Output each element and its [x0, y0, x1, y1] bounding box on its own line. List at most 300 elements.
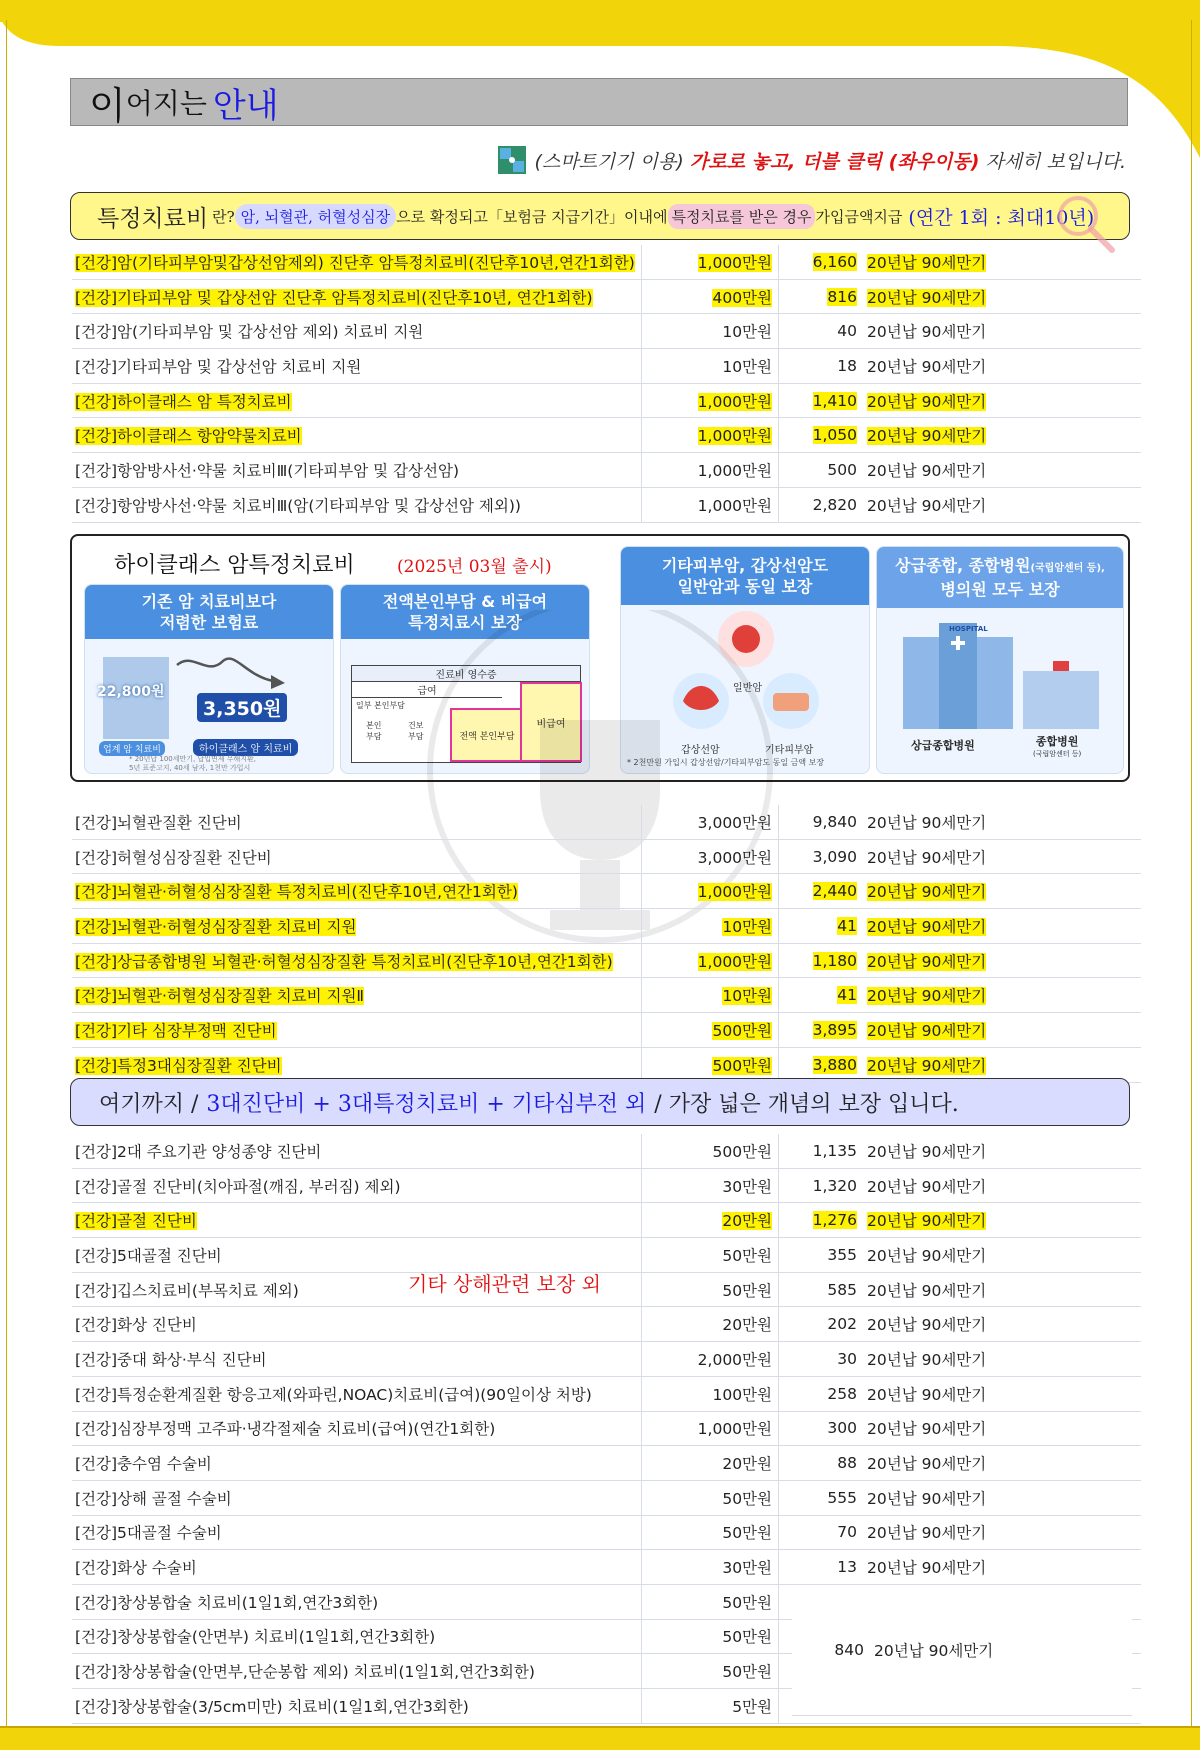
cell-name	[72, 1619, 642, 1654]
term-text: 20년납 90세만기	[867, 427, 987, 446]
cell-amount	[642, 1689, 779, 1724]
cell-name	[72, 1134, 642, 1168]
table-row	[72, 453, 1141, 488]
premium-text: 555	[827, 1488, 857, 1507]
bottom-yellow-band	[0, 1726, 1200, 1750]
name-text: [건강]특정순환계질환 항응고제(와파린,NOAC)치료비(급여)(90일이상 처방)	[75, 1385, 592, 1404]
cell-premium	[779, 279, 864, 314]
table-row	[72, 1272, 1141, 1307]
cell-premium	[779, 1550, 864, 1585]
cell-name	[72, 1550, 642, 1585]
table-row	[72, 279, 1141, 314]
cell-amount	[642, 909, 779, 944]
amount-text: 50만원	[722, 1593, 772, 1612]
ad-card-hospitals	[876, 546, 1124, 774]
merged-term: 20년납 90세만기	[874, 1642, 994, 1660]
cell-term	[863, 805, 1141, 839]
name-text: [건강]하이클래스 암 특정치료비	[75, 392, 292, 411]
amount-text: 50만원	[722, 1663, 772, 1682]
cell-term	[863, 1203, 1141, 1238]
cell-term	[863, 1168, 1141, 1203]
card1-note1: * 20년납 100세만기, 납입면제 무해지환,	[129, 755, 257, 763]
amount-text: 500만원	[712, 1021, 772, 1040]
cell-name	[72, 978, 642, 1013]
name-text: [건강]화상 수술비	[75, 1559, 197, 1578]
cell-premium	[779, 487, 864, 522]
cell-name	[72, 453, 642, 488]
cell-term	[863, 1238, 1141, 1273]
premium-text: 41	[837, 986, 857, 1005]
card1-head	[85, 585, 333, 639]
cell-premium	[779, 349, 864, 384]
name-text: [건강]충수염 수술비	[75, 1455, 212, 1474]
cell-amount	[642, 1134, 779, 1168]
cell-amount	[642, 1047, 779, 1082]
cell-term	[863, 418, 1141, 453]
cell-name	[72, 909, 642, 944]
title-part1: 이	[89, 83, 126, 128]
device-hint	[498, 146, 1126, 174]
amount-text: 10만원	[722, 357, 772, 376]
table-row	[72, 1550, 1141, 1585]
name-text: [건강]기타피부암 및 갑상선암 진단후 암특정치료비(진단후10년, 연간1회한)	[75, 288, 593, 307]
name-text: [건강]특정3대심장질환 진단비	[75, 1056, 282, 1075]
label-thyroid-cancer: 갑상선암	[681, 745, 720, 756]
term-text: 20년납 90세만기	[867, 1142, 987, 1161]
premium-text: 1,135	[812, 1141, 857, 1160]
term-text: 20년납 90세만기	[867, 1316, 987, 1335]
amount-text: 2,000만원	[697, 1350, 772, 1369]
cell-term	[863, 1515, 1141, 1550]
cell-term	[863, 245, 1141, 279]
cell-term	[863, 487, 1141, 522]
cell-name	[72, 1307, 642, 1342]
cell-premium	[779, 1307, 864, 1342]
hint-instruction: 가로로 놓고, 더블 클릭 (좌우이동)	[689, 150, 980, 173]
cell-name	[72, 1342, 642, 1377]
term-text: 20년납 90세만기	[867, 357, 987, 376]
table-row	[72, 909, 1141, 944]
merged-premium: 840	[834, 1641, 864, 1659]
table-row	[72, 487, 1141, 522]
premium-text: 500	[827, 460, 857, 479]
cell-term	[863, 1480, 1141, 1515]
cell-amount	[642, 1376, 779, 1411]
term-text: 20년납 90세만기	[867, 1021, 987, 1040]
cell-term	[863, 874, 1141, 909]
cell-name	[72, 279, 642, 314]
cell-name	[72, 1480, 642, 1515]
premium-text: 13	[837, 1558, 857, 1577]
table-row	[72, 1411, 1141, 1446]
term-text: 20년납 90세만기	[867, 883, 987, 902]
table-row	[72, 1203, 1141, 1238]
title-part2: 어지는	[125, 87, 207, 120]
table-row	[72, 1342, 1141, 1377]
cell-name	[72, 1013, 642, 1048]
cell-premium	[779, 1238, 864, 1273]
title-part3: 안내	[212, 85, 279, 126]
cell-name	[72, 1168, 642, 1203]
amount-text: 1,000만원	[697, 253, 772, 272]
premium-text: 355	[827, 1245, 857, 1264]
amount-text: 100만원	[712, 1385, 772, 1404]
cell-name	[72, 1654, 642, 1689]
term-text: 20년납 90세만기	[867, 1212, 987, 1231]
cell-premium	[779, 418, 864, 453]
cell-name	[72, 1203, 642, 1238]
premium-text: 1,276	[812, 1211, 857, 1230]
table-row	[72, 1013, 1141, 1048]
term-text: 20년납 90세만기	[867, 952, 987, 971]
amount-text: 50만원	[722, 1524, 772, 1543]
cell-name	[72, 245, 642, 279]
hint-result: 자세히 보입니다.	[985, 150, 1126, 173]
card4-head1b: (국립암센터 등),	[1030, 563, 1105, 574]
premium-text: 6,160	[812, 252, 857, 271]
amount-text: 10만원	[722, 987, 772, 1006]
cell-premium	[779, 245, 864, 279]
name-text: [건강]항암방사선·약물 치료비Ⅲ(기타피부암 및 갑상선암)	[75, 461, 459, 480]
cell-premium	[779, 1342, 864, 1377]
name-text: [건강]중대 화상·부식 진단비	[75, 1350, 267, 1369]
amount-text: 20만원	[722, 1455, 772, 1474]
cell-amount	[642, 978, 779, 1013]
cell-amount	[642, 1307, 779, 1342]
amount-text: 500만원	[712, 1142, 772, 1161]
coverage-table-cardio	[72, 805, 1141, 1083]
term-text: 20년납 90세만기	[867, 987, 987, 1006]
cell-premium	[779, 383, 864, 418]
amount-text: 30만원	[722, 1559, 772, 1578]
amount-text: 3,000만원	[697, 848, 772, 867]
premium-text: 1,320	[812, 1176, 857, 1195]
amount-text: 400만원	[712, 288, 772, 307]
receipt-nonpay: 비급여	[520, 682, 582, 762]
cell-name	[72, 1376, 642, 1411]
table-row	[72, 943, 1141, 978]
premium-text: 3,880	[812, 1055, 857, 1074]
table-row	[72, 418, 1141, 453]
cell-name	[72, 874, 642, 909]
term-text: 20년납 90세만기	[867, 323, 987, 342]
card2-head1: 전액본인부담 & 비급여	[382, 592, 548, 611]
banner1-t1: 란?	[212, 207, 235, 226]
cell-premium	[779, 839, 864, 874]
cell-term	[863, 453, 1141, 488]
name-text: [건강]뇌혈관·허혈성심장질환 치료비 지원	[75, 917, 357, 936]
premium-text: 9,840	[812, 812, 857, 831]
receipt-ins: 건보 부담	[408, 721, 424, 741]
cell-name	[72, 418, 642, 453]
cell-premium	[779, 453, 864, 488]
amount-text: 1,000만원	[697, 1420, 772, 1439]
table-row	[72, 383, 1141, 418]
cell-amount	[642, 279, 779, 314]
cell-term	[863, 909, 1141, 944]
card1-head1: 기존 암 치료비보다	[141, 592, 277, 611]
name-text: [건강]기타 심장부정맥 진단비	[75, 1021, 277, 1040]
cell-name	[72, 1689, 642, 1724]
cell-name	[72, 943, 642, 978]
cell-amount	[642, 1550, 779, 1585]
term-text: 20년납 90세만기	[867, 1420, 987, 1439]
name-text: [건강]심장부정맥 고주파·냉각절제술 치료비(급여)(연간1회한)	[75, 1420, 496, 1439]
label-general-hospital	[1033, 733, 1081, 759]
card2-head2: 특정치료시 보장	[408, 613, 522, 632]
cell-premium	[779, 1480, 864, 1515]
arrow-icon	[173, 651, 293, 693]
cell-amount	[642, 1515, 779, 1550]
name-text: [건강]5대골절 진단비	[75, 1246, 222, 1265]
amount-text: 50만원	[722, 1489, 772, 1508]
label-general-hospital-note: (국립암센터 등)	[1033, 750, 1082, 758]
amount-text: 1,000만원	[697, 883, 772, 902]
cell-premium	[779, 1168, 864, 1203]
term-text: 20년납 90세만기	[867, 1524, 987, 1543]
term-text: 20년납 90세만기	[867, 1177, 987, 1196]
cell-amount	[642, 487, 779, 522]
cell-amount	[642, 874, 779, 909]
premium-text: 40	[837, 322, 857, 341]
cell-term	[863, 1134, 1141, 1168]
card3-head1: 기타피부암, 갑상선암도	[661, 556, 829, 575]
cell-amount	[642, 1203, 779, 1238]
side-note: 기타 상해관련 보장 외	[408, 1272, 601, 1296]
name-text: [건강]하이클래스 항암약물치료비	[75, 427, 302, 446]
banner2-t2: / 가장 넓은 개념의 보장 입니다.	[654, 1091, 959, 1117]
term-text: 20년납 90세만기	[867, 813, 987, 832]
receipt-pay: 급여	[352, 682, 502, 698]
banner1-t3: 가입금액지급	[815, 207, 903, 226]
amount-text: 50만원	[722, 1628, 772, 1647]
banner2-t1: 여기까지 /	[99, 1091, 199, 1117]
cell-amount	[642, 1411, 779, 1446]
cell-amount	[642, 1480, 779, 1515]
cell-name	[72, 839, 642, 874]
ad-card-receipt	[340, 584, 590, 774]
grid-icon	[498, 146, 526, 174]
ad-title: 하이클래스 암특정치료비	[114, 553, 355, 578]
term-text: 20년납 90세만기	[867, 392, 987, 411]
cell-premium	[779, 1515, 864, 1550]
cell-amount	[642, 383, 779, 418]
cell-amount	[642, 1272, 779, 1307]
card1-note	[129, 755, 256, 773]
hint-device: (스마트기기 이용)	[534, 150, 684, 173]
amount-text: 1,000만원	[697, 952, 772, 971]
specific-treatment-banner	[70, 192, 1130, 240]
term-text: 20년납 90세만기	[867, 1559, 987, 1578]
banner1-pill: 암, 뇌혈관, 허혈성심장	[235, 204, 396, 229]
table-row	[72, 805, 1141, 839]
cell-term	[863, 943, 1141, 978]
ad-card-cancer-types	[620, 546, 870, 774]
card3-note: * 2천만원 가입시 갑상선암/기타피부암도 동일 금액 보장	[627, 758, 825, 767]
label-general-hospital-text: 종합병원	[1035, 735, 1079, 748]
card3-head2: 일반암과 동일 보장	[677, 577, 813, 596]
cell-amount	[642, 1342, 779, 1377]
cell-name	[72, 1411, 642, 1446]
page-title	[70, 78, 1128, 126]
cell-amount	[642, 1446, 779, 1481]
cell-term	[863, 1342, 1141, 1377]
term-text: 20년납 90세만기	[867, 1246, 987, 1265]
name-text: [건강]창상봉합술(안면부,단순봉합 제외) 치료비(1일1회,연간3회한)	[75, 1663, 535, 1682]
name-text: [건강]암(기타피부암 및 갑상선암 제외) 치료비 지원	[75, 323, 424, 342]
cell-term	[863, 1446, 1141, 1481]
table-row	[72, 1480, 1141, 1515]
label-tertiary-hospital: 상급종합병원	[911, 739, 975, 752]
premium-text: 3,090	[812, 847, 857, 866]
premium-text: 258	[827, 1384, 857, 1403]
cell-name	[72, 1584, 642, 1619]
term-text: 20년납 90세만기	[867, 1455, 987, 1474]
name-text: [건강]창상봉합술(안면부) 치료비(1일1회,연간3회한)	[75, 1628, 436, 1647]
cell-premium	[779, 314, 864, 349]
receipt-table	[351, 665, 581, 763]
cell-amount	[642, 453, 779, 488]
term-text: 20년납 90세만기	[867, 1489, 987, 1508]
cancer-icons	[661, 609, 831, 739]
hiclass-ad-panel	[70, 534, 1130, 782]
cell-name	[72, 314, 642, 349]
card4-head2: 병의원 모두 보장	[940, 580, 1060, 599]
cell-term	[863, 279, 1141, 314]
cell-term	[863, 1411, 1141, 1446]
card1-head2: 저렴한 보험료	[159, 613, 259, 632]
name-text: [건강]5대골절 수술비	[75, 1524, 222, 1543]
cell-premium	[779, 805, 864, 839]
amount-text: 20만원	[722, 1316, 772, 1335]
cell-premium	[779, 1446, 864, 1481]
banner1-pink: 특정치료를 받은 경우	[668, 204, 816, 229]
banner1-t2: 으로 확정되고「보험금 지급기간」이내에	[396, 207, 668, 226]
cell-premium	[779, 874, 864, 909]
table-row	[72, 1168, 1141, 1203]
name-text: [건강]상해 골절 수술비	[75, 1489, 232, 1508]
name-text: [건강]창상봉합술(3/5cm미만) 치료비(1일1회,연간3회한)	[75, 1697, 469, 1716]
premium-text: 18	[837, 356, 857, 375]
name-text: [건강]항암방사선·약물 치료비Ⅲ(암(기타피부암 및 갑상선암 제외))	[75, 496, 521, 515]
banner2-blue: 3대진단비 + 3대특정치료비 + 기타심부전 외	[206, 1091, 647, 1117]
cell-amount	[642, 805, 779, 839]
receipt-title: 진료비 영수증	[352, 666, 580, 682]
cell-premium	[779, 943, 864, 978]
premium-text: 816	[827, 287, 857, 306]
term-text: 20년납 90세만기	[867, 1281, 987, 1300]
cell-name	[72, 349, 642, 384]
premium-text: 3,895	[812, 1020, 857, 1039]
table-row	[72, 349, 1141, 384]
cell-amount	[642, 1013, 779, 1048]
name-text: [건강]깁스치료비(부목치료 제외)	[75, 1281, 299, 1300]
cell-amount	[642, 418, 779, 453]
cell-amount	[642, 1619, 779, 1654]
table-row	[72, 978, 1141, 1013]
name-text: [건강]2대 주요기관 양성종양 진단비	[75, 1142, 322, 1161]
cell-amount	[642, 314, 779, 349]
cell-amount	[642, 1238, 779, 1273]
cell-term	[863, 383, 1141, 418]
amount-text: 10만원	[722, 917, 772, 936]
cell-name	[72, 1446, 642, 1481]
term-text: 20년납 90세만기	[867, 917, 987, 936]
table-row	[72, 1047, 1141, 1082]
amount-text: 20만원	[722, 1212, 772, 1231]
term-text: 20년납 90세만기	[867, 496, 987, 515]
table-row	[72, 1376, 1141, 1411]
cell-term	[863, 1272, 1141, 1307]
cell-premium	[779, 1013, 864, 1048]
amount-text: 1,000만원	[697, 496, 772, 515]
premium-text: 1,410	[812, 391, 857, 410]
ad-subtitle: (2025년 03월 출시)	[397, 557, 552, 577]
cell-amount	[642, 1584, 779, 1619]
cell-name	[72, 1047, 642, 1082]
amount-text: 1,000만원	[697, 461, 772, 480]
card4-head	[877, 547, 1123, 608]
term-text: 20년납 90세만기	[867, 848, 987, 867]
label-skin-cancer: 기타피부암	[765, 745, 814, 756]
term-text: 20년납 90세만기	[867, 1056, 987, 1075]
hospital-sign: HOSPITAL	[949, 625, 988, 633]
card1-note2: 5년 표준고지, 40세 남자, 1천만 가입시	[129, 764, 251, 772]
table-row	[72, 314, 1141, 349]
cell-premium	[779, 1134, 864, 1168]
cell-term	[863, 839, 1141, 874]
cell-term	[863, 1550, 1141, 1585]
amount-text: 3,000만원	[697, 813, 772, 832]
premium-text: 30	[837, 1349, 857, 1368]
merged-premium-cell	[792, 1585, 1132, 1716]
cell-term	[863, 314, 1141, 349]
cell-premium	[779, 1411, 864, 1446]
premium-text: 202	[827, 1315, 857, 1334]
term-text: 20년납 90세만기	[867, 1385, 987, 1404]
receipt-partial: 일부 본인부담	[356, 701, 405, 710]
cell-term	[863, 349, 1141, 384]
name-text: [건강]암(기타피부암및갑상선암제외) 진단후 암특정치료비(진단후10년,연간1회한)	[75, 253, 635, 272]
card3-head	[621, 547, 869, 605]
name-text: [건강]뇌혈관·허혈성심장질환 치료비 지원Ⅱ	[75, 987, 365, 1006]
old-price: 22,800원	[97, 684, 165, 700]
cell-term	[863, 978, 1141, 1013]
table-row	[72, 245, 1141, 279]
term-text: 20년납 90세만기	[867, 253, 987, 272]
card2-head	[341, 585, 589, 639]
table-row	[72, 1238, 1141, 1273]
term-text: 20년납 90세만기	[867, 288, 987, 307]
receipt-full: 전액 본인부담	[450, 708, 524, 762]
premium-text: 1,180	[812, 951, 857, 970]
table-row	[72, 1307, 1141, 1342]
ad-card-price	[84, 584, 334, 774]
table-row	[72, 839, 1141, 874]
summary-banner	[70, 1078, 1130, 1126]
amount-text: 1,000만원	[697, 427, 772, 446]
cell-amount	[642, 839, 779, 874]
name-text: [건강]기타피부암 및 갑상선암 치료비 지원	[75, 357, 362, 376]
cell-amount	[642, 943, 779, 978]
amount-text: 500만원	[712, 1056, 772, 1075]
name-text: [건강]골절 진단비(치아파절(깨짐, 부러짐) 제외)	[75, 1177, 401, 1196]
table-row	[72, 874, 1141, 909]
old-label: 업계 암 치료비	[99, 741, 165, 756]
cell-term	[863, 1047, 1141, 1082]
cell-premium	[779, 1272, 864, 1307]
table-row	[72, 1446, 1141, 1481]
